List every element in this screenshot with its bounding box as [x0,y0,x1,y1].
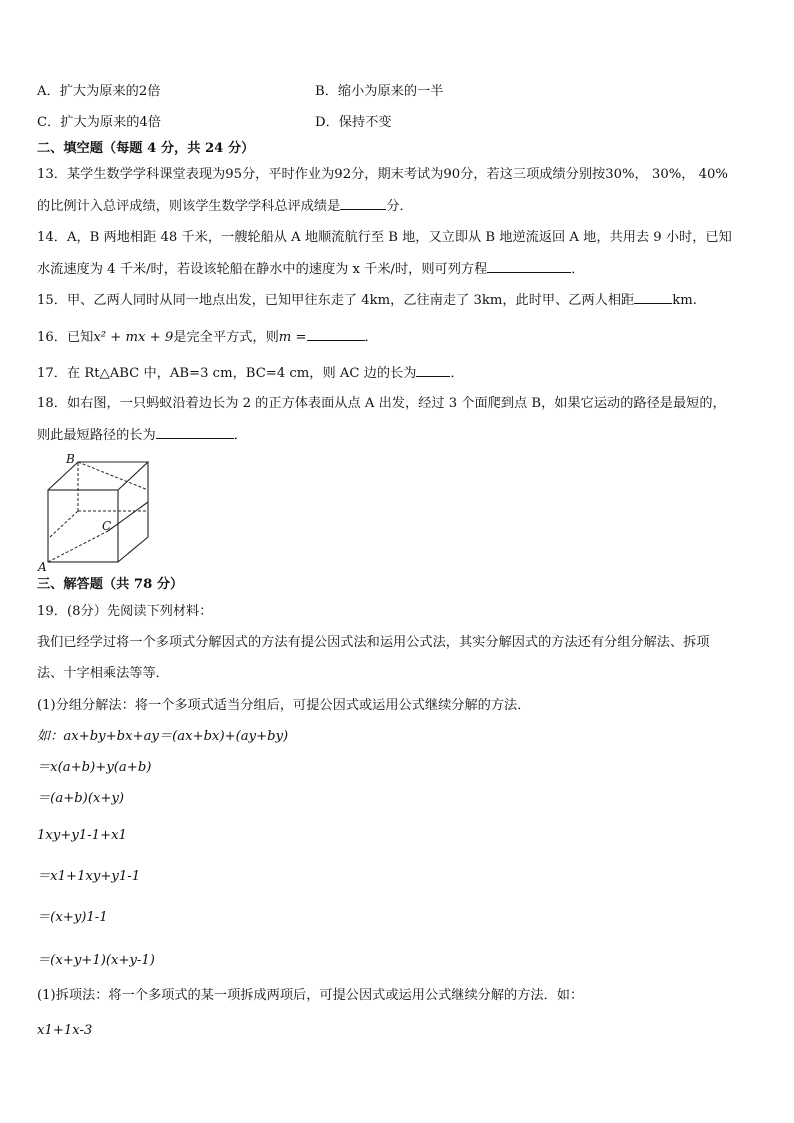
path-c-right [108,502,148,531]
q14-text: 水流速度为 4 千米/时，若设该轮船在静水中的速度为 x 千米/时，则可列方程 [37,262,488,277]
q16-text-mid: 是完全平方式，则 [173,330,279,345]
q16-math: x² + mx + 9 [93,330,174,345]
cube-figure [36,452,158,572]
q19-example-3: ＝(a+b)(x+y) [37,791,125,806]
q19-example-4: 1xy+y1-1+x1 [37,828,127,843]
section-2-title: 二、填空题（每题 4 分，共 24 分） [37,141,255,156]
q13-text: 的比例计入总评成绩，则该学生数学学科总评成绩是 [37,199,341,214]
q19-intro: 19．(8分）先阅读下列材料： [37,604,213,619]
q14-answer-blank[interactable] [487,260,571,273]
q16-suffix: ． [364,330,378,345]
q16-line [37,328,378,347]
q19-example-5: ＝x1+1xy+y1-1 [37,869,141,884]
cube-right-face [118,462,148,562]
q18-line2 [37,426,247,445]
q16-var: m = [278,330,307,345]
q15-suffix: km. [672,293,697,308]
q13-line2 [37,197,413,216]
q18-answer-blank[interactable] [156,426,234,439]
section-3-title: 三、解答题（共 78 分） [37,577,184,592]
q19-method2: (1)拆项法：将一个多项式的某一项拆成两项后，可提公因式或运用公式继续分解的方法．如： [37,988,584,1003]
q14-suffix: ． [571,262,585,277]
q19-example-6: ＝(x+y)1-1 [37,910,108,925]
q17-line [37,364,464,383]
q19-example-1: 如：ax+by+bx+ay＝(ax+bx)+(ay+by) [37,729,289,744]
q16-answer-blank[interactable] [307,328,365,341]
option-d: D．保持不变 [315,115,392,130]
q13-line1: 13．某学生数学学科课堂表现为95分，平时作业为92分，期末考试为90分，若这三项成绩分别按30%， 30%， 40% [37,167,728,182]
label-b: B [66,452,75,466]
q14-line2 [37,260,584,279]
q17-suffix: ． [450,366,464,381]
q19-para1: 我们已经学过将一个多项式分解因式的方法有提公因式法和运用公式法，其实分解因式的方法还有分组分解法、拆项 [37,635,710,650]
path-top [78,462,148,490]
q13-answer-blank[interactable] [340,197,386,210]
q17-text: 17．在 Rt△ABC 中，AB=3 cm，BC=4 cm，则 AC 边的长为 [37,366,417,381]
q15-answer-blank[interactable] [634,291,672,304]
q19-para2: 法、十字相乘法等等． [37,666,169,681]
q16-text: 16．已知 [37,330,94,345]
q14-line1: 14．A，B 两地相距 48 千米，一艘轮船从 A 地顺流航行至 B 地，又立即从 B 地逆流返回 A 地，共用去 9 小时，已知 [37,230,732,245]
label-a: A [38,560,47,572]
path-a-c [48,531,108,562]
q18-suffix: ． [233,428,247,443]
q18-line1: 18．如右图，一只蚂蚁沿着边长为 2 的正方体表面从点 A 出发，经过 3 个面爬到点 B，如果它运动的路径是最短的， [37,396,726,411]
q18-text: 则此最短路径的长为 [37,428,156,443]
q17-answer-blank[interactable] [416,364,450,377]
cube-hidden-edge [50,511,78,537]
cube-top-face [48,462,148,490]
label-c: C [102,519,112,533]
q15-line [37,291,697,310]
option-b: B．缩小为原来的一半 [315,84,444,99]
q19-example-2: ＝x(a+b)+y(a+b) [37,760,152,775]
q13-suffix: 分． [386,199,413,214]
option-a: A．扩大为原来的2倍 [37,84,161,99]
q15-text: 15．甲、乙两人同时从同一地点出发，已知甲往东走了 4km，乙往南走了 3km，此时甲、乙两人相距 [37,293,635,308]
q19-method1: (1)分组分解法：将一个多项式适当分组后，可提公因式或运用公式继续分解的方法． [37,698,531,713]
option-c: C．扩大为原来的4倍 [37,115,161,130]
q19-example-7: ＝(x+y+1)(x+y-1) [37,953,155,968]
q19-example-8: x1+1x-3 [37,1023,93,1038]
